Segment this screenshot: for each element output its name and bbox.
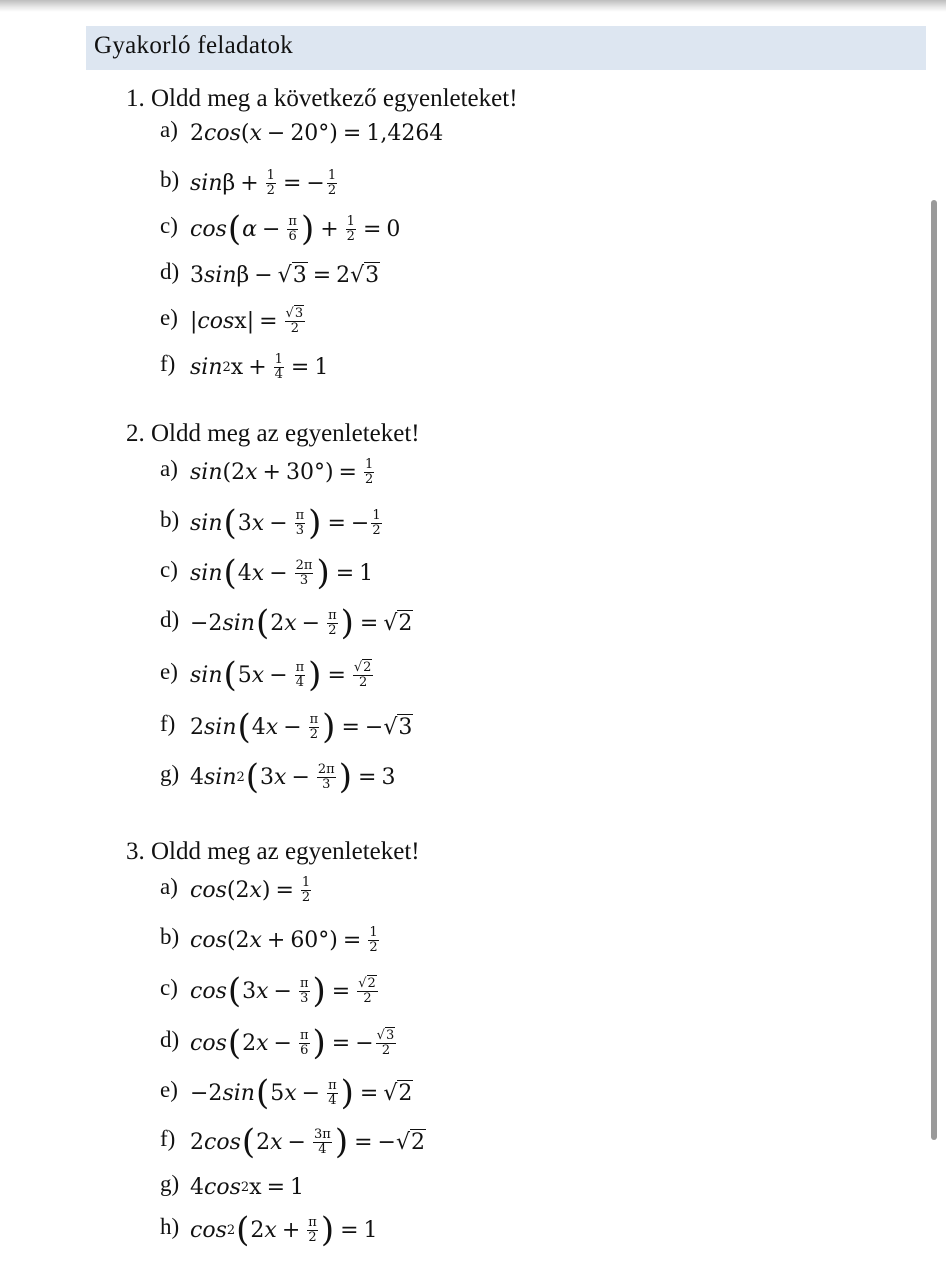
equation: sin ( 5 x − $\frac{\pi}{4}$ ) = $\frac{√2}{2}$ — [190, 655, 372, 695]
item-label: d) — [160, 1027, 180, 1052]
scrollbar[interactable] — [931, 200, 937, 1140]
equation: cos ( α − $\frac{\pi}{6}$ ) + $\frac{1}{2}$ = 0 — [190, 209, 401, 249]
item-label: a) — [160, 874, 178, 899]
equation: sin ( 4 x − $\frac{2\pi}{3}$ ) = 1 — [190, 553, 374, 593]
equation: cos ( 2 x − $\frac{\pi}{6}$ ) = − $\frac{√3}{2}$ — [190, 1023, 395, 1063]
item-label: e) — [160, 305, 178, 330]
exercise-1-title: 1. Oldd meg a következő egyenleteket! — [126, 85, 518, 112]
equation: cos (2 x + 60°) = $\frac{1}{2}$ — [190, 924, 378, 955]
item-label: f) — [160, 711, 176, 736]
item-label: e) — [160, 659, 178, 684]
equation: 2 cos ( x − 20°) = 1,4264 — [190, 120, 444, 146]
equation: sin 2 x + $\frac{1}{4}$ = 1 — [190, 351, 329, 382]
item-label: f) — [160, 351, 176, 376]
equation: sin ( 3 x − $\frac{\pi}{3}$ ) = − $\frac{1}{2}$ — [190, 503, 381, 543]
item-label: d) — [160, 607, 180, 632]
item-label: e) — [160, 1077, 178, 1102]
item-label: h) — [160, 1214, 180, 1239]
item-label: c) — [160, 975, 178, 1000]
equation: sin (2 x + 30°) = $\frac{1}{2}$ — [190, 456, 374, 487]
equation: −2 sin ( 5 x − $\frac{\pi}{4}$ ) = √2 — [190, 1073, 413, 1113]
item-label: b) — [160, 167, 180, 192]
equation: cos 2 ( 2 x + $\frac{\pi}{2}$ ) = 1 — [190, 1210, 378, 1250]
equation: 2 sin ( 4 x − $\frac{\pi}{2}$ ) = − √3 — [190, 707, 413, 747]
page-title: Gyakorló feladatok — [94, 32, 294, 59]
equation: −2 sin ( 2 x − $\frac{\pi}{2}$ ) = √2 — [190, 603, 413, 643]
equation: 3 sin β − √3 = 2 √3 — [190, 262, 380, 288]
item-label: g) — [160, 1171, 180, 1196]
equation: | cos x| = $\frac{√3}{2}$ — [190, 305, 304, 336]
item-label: g) — [160, 761, 180, 786]
item-label: c) — [160, 213, 178, 238]
equation: 4 cos 2 x = 1 — [190, 1174, 304, 1200]
item-label: d) — [160, 259, 180, 284]
item-label: c) — [160, 557, 178, 582]
equation: cos (2 x ) = $\frac{1}{2}$ — [190, 874, 311, 905]
exercise-3-title: 3. Oldd meg az egyenleteket! — [126, 838, 420, 865]
equation: 2 cos ( 2 x − $\frac{3\pi}{4}$ ) = − √2 — [190, 1122, 425, 1162]
item-label: a) — [160, 456, 178, 481]
item-label: b) — [160, 924, 180, 949]
item-label: b) — [160, 507, 180, 532]
exercise-2-title: 2. Oldd meg az egyenleteket! — [126, 420, 420, 447]
window-top-edge — [0, 0, 946, 12]
document-header — [86, 26, 926, 70]
equation: 4 sin 2 ( 3 x − $\frac{2\pi}{3}$ ) = 3 — [190, 757, 396, 797]
item-label: a) — [160, 117, 178, 142]
equation: sin β + $\frac{1}{2}$ = − $\frac{1}{2}$ — [190, 167, 337, 198]
equation: cos ( 3 x − $\frac{\pi}{3}$ ) = $\frac{√2}{2}$ — [190, 971, 376, 1011]
item-label: f) — [160, 1126, 176, 1151]
